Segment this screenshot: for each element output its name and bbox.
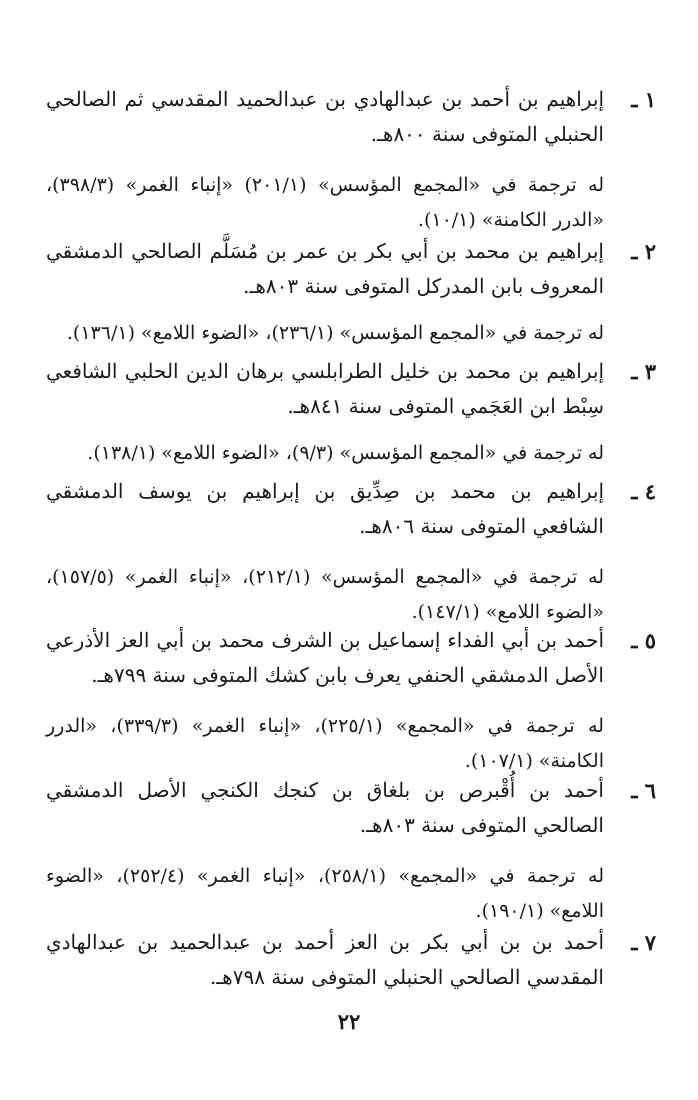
entry-1-head [46,82,656,152]
biography-entry-4 [46,474,656,630]
entry-1-text: إبراهيم بن أحمد بن عبدالهادي بن عبدالحميد المقدسي ثم الصالحي الحنبلي المتوفى سنة ٨٠٠هـ. [46,87,604,146]
biography-entry-7 [46,925,656,995]
biography-entry-1 [46,82,656,238]
biography-entry-6 [46,773,656,929]
entry-3-head [46,354,656,424]
entry-3-text: إبراهيم بن محمد بن خليل الطرابلسي برهان الدين الحلبي الشافعي سِبْط ابن العَجَمي المتوفى سنة ٨٤١هـ. [46,359,604,418]
biography-entry-2 [46,234,656,351]
entry-5-text: أحمد بن أبي الفداء إسماعيل بن الشرف محمد بن أبي العز الأذرعي الأصل الدمشقي الحنفي يعرف بابن كشك المتوفى سنة ٧٩٩هـ. [46,628,604,687]
entry-5-head [46,623,656,693]
biography-entry-3 [46,354,656,471]
entry-5-reference: له ترجمة في «المجمع» (٢٢٥/١)، «إنباء الغمر» (٣٣٩/٣)، «الدرر الكامنة» (١٠٧/١). [46,715,604,772]
entry-4-reference: له ترجمة في «المجمع المؤسس» (٢١٢/١)، «إنباء الغمر» (١٥٧/٥)، «الضوء اللامع» (١٤٧/١). [46,566,604,623]
entry-6-text: أحمد بن أُقْبرص بن بلغاق بن كنجك الكنجي الأصل الدمشقي الصالحي المتوفى سنة ٨٠٣هـ. [46,778,604,837]
entry-5-number: ٥ ـ [631,628,656,653]
entry-6-number: ٦ ـ [631,778,656,803]
entry-2-reference: له ترجمة في «المجمع المؤسس» (٢٣٦/١)، «الضوء اللامع» (١٣٦/١). [66,322,604,344]
entry-2-head [46,234,656,304]
entry-2-text: إبراهيم بن محمد بن أبي بكر بن عمر بن مُسَلَّم الصالحي الدمشقي المعروف بابن المدركل المتوفى سنة ٨٠٣هـ. [46,239,604,298]
entry-7-text: أحمد بن بن أبي بكر بن العز أحمد بن عبدالحميد بن عبدالهادي المقدسي الصالحي الحنبلي المتوفى سنة ٧٩٨هـ. [46,930,604,989]
entry-4-head [46,474,656,544]
biography-entry-5 [46,623,656,779]
entry-7-head [46,925,656,995]
entry-6-reference: له ترجمة في «المجمع» (٢٥٨/١)، «إنباء الغمر» (٢٥٢/٤)، «الضوء اللامع» (١٩٠/١). [46,865,604,922]
entry-4-number: ٤ ـ [631,479,656,504]
entry-2-number: ٢ ـ [631,239,656,264]
entry-3-reference: له ترجمة في «المجمع المؤسس» (٩/٣)، «الضوء اللامع» (١٣٨/١). [87,442,604,464]
entry-1-reference: له ترجمة في «المجمع المؤسس» (٢٠١/١) «إنباء الغمر» (٣٩٨/٣)، «الدرر الكامنة» (١٠/١). [46,174,604,231]
entry-7-number: ٧ ـ [631,930,656,955]
page-number: ٢٢ [337,1009,361,1034]
entry-3-number: ٣ ـ [631,359,656,384]
entry-6-head [46,773,656,843]
entry-1-number: ١ ـ [631,87,656,112]
entry-4-text: إبراهيم بن محمد بن صِدِّيق بن إبراهيم بن يوسف الدمشقي الشافعي المتوفى سنة ٨٠٦هـ. [46,479,604,538]
